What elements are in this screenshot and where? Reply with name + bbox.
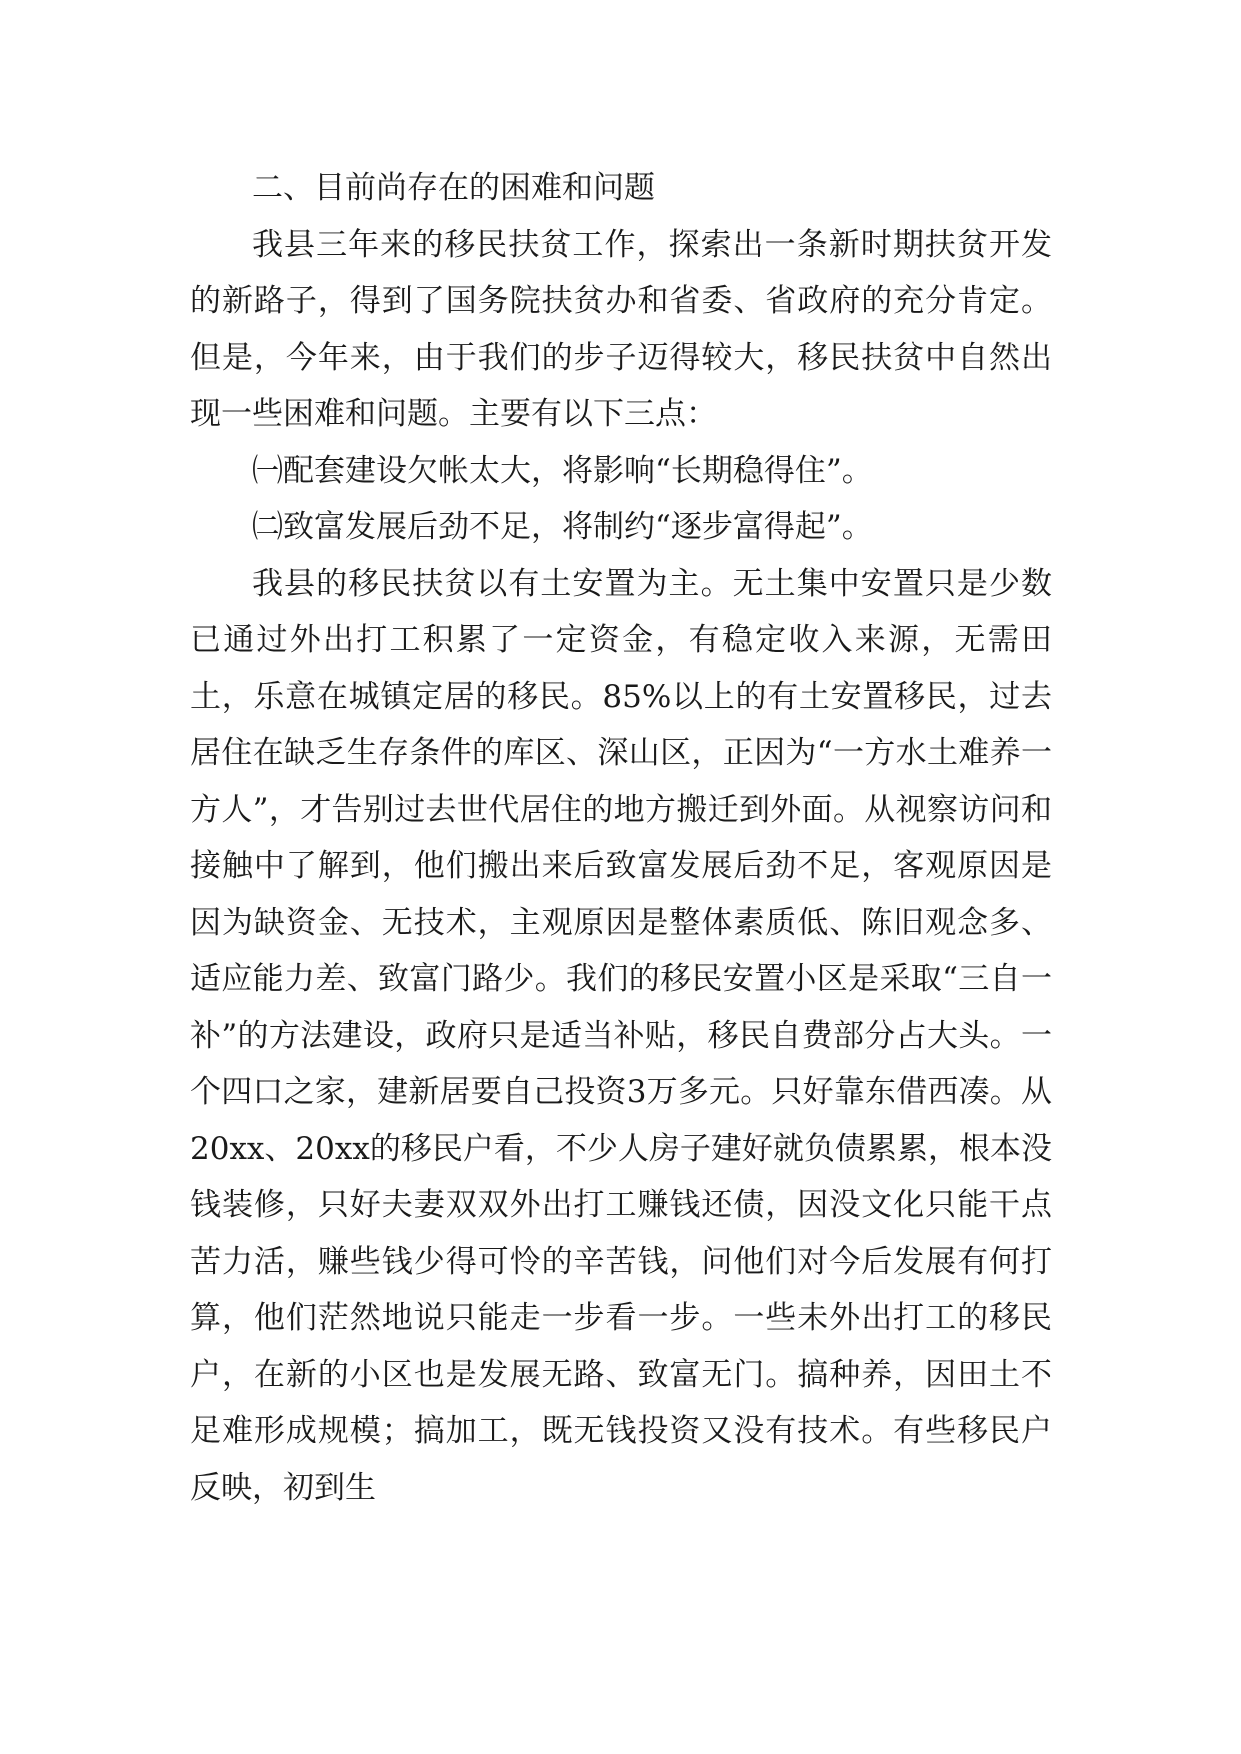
section-heading: 二、目前尚存在的困难和问题 (252, 170, 655, 206)
paragraph-intro: 我县三年来的移民扶贫工作，探索出一条新时期扶贫开发的新路子，得到了国务院扶贫办和省委、省政府的充分肯定。但是，今年来，由于我们的步子迈得较大，移民扶贫中自然出现一些困难和问题。主要有以下三点： (190, 226, 1052, 432)
paragraph-detail: 我县的移民扶贫以有土安置为主。无土集中安置只是少数已通过外出打工积累了一定资金，有稳定收入来源，无需田土，乐意在城镇定居的移民。85%以上的有土安置移民，过去居住在缺乏生存条件的库区、深山区，正因为“一方水土难养一方人”，才告别过去世代居住的地方搬迁到外面。从视察访问和接触中了解到，他们搬出来后致富发展后劲不足，客观原因是因为缺资金、无技术，主观原因是整体素质低、陈旧观念多、适应能力差、致富门路少。我们的移民安置小区是采取“三自一补”的方法建设，政府只是适当补贴，移民自费部分占大头。一个四口之家，建新居要自己投资3万多元。只好靠东借西凑。从20xx、20xx的移民户看，不少人房子建好就负债累累，根本没钱装修，只好夫妻双双外出打工赚钱还债，因没文化只能干点苦力活，赚些钱少得可怜的辛苦钱，问他们对今后发展有何打算，他们茫然地说只能走一步看一步。一些未外出打工的移民户，在新的小区也是发展无路、致富无门。搞种养，因田土不足难形成规模；搞加工，既无钱投资又没有技术。有些移民户反映，初到生 (190, 565, 1052, 1506)
paragraph-point-two: ㈡致富发展后劲不足，将制约“逐步富得起”。 (252, 509, 873, 545)
paragraph-point-one: ㈠配套建设欠帐太大，将影响“长期稳得住”。 (252, 452, 873, 489)
document-body (190, 160, 1052, 1516)
